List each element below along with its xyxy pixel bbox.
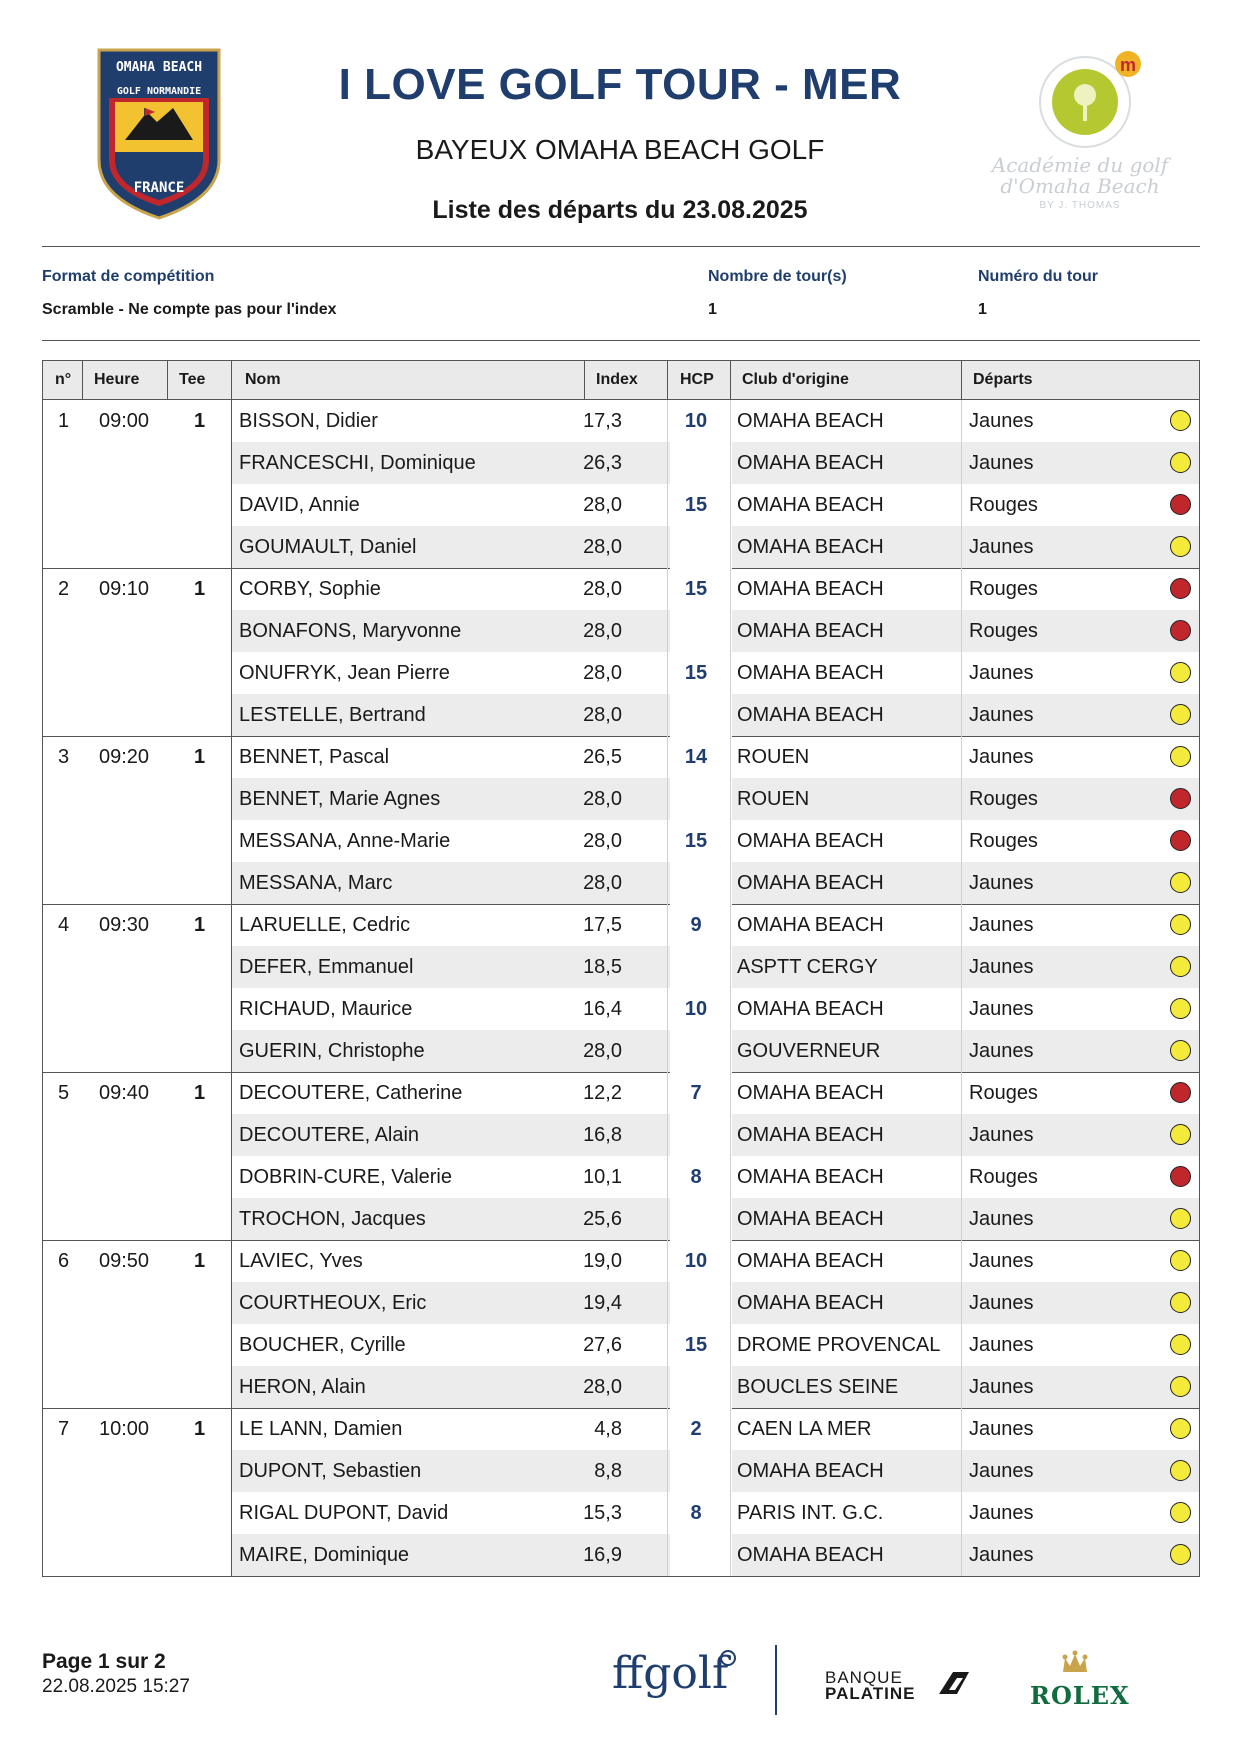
player-name: DECOUTERE, Alain bbox=[239, 1124, 420, 1146]
group-number: 1 bbox=[58, 410, 70, 432]
player-index: 28,0 bbox=[583, 1376, 622, 1398]
table-row bbox=[43, 736, 1199, 778]
player-club: ASPTT CERGY bbox=[737, 956, 878, 978]
tee-time-group bbox=[42, 400, 1200, 569]
red-tee-marker-icon bbox=[1170, 494, 1191, 515]
player-tees: Jaunes bbox=[969, 872, 1034, 894]
player-club: OMAHA BEACH bbox=[737, 662, 884, 684]
team-hcp: 7 bbox=[690, 1082, 702, 1104]
tee-number: 1 bbox=[194, 578, 206, 600]
table-row bbox=[43, 1408, 1199, 1450]
player-club: PARIS INT. G.C. bbox=[737, 1502, 884, 1524]
page-title: I LOVE GOLF TOUR - MER bbox=[338, 60, 902, 109]
player-index: 25,6 bbox=[583, 1208, 622, 1230]
banque-palatine-logo-mark bbox=[935, 1668, 971, 1703]
team-hcp: 15 bbox=[684, 1334, 708, 1356]
team-hcp: 8 bbox=[690, 1502, 702, 1524]
start-list-date: Liste des départs du 23.08.2025 bbox=[432, 196, 808, 224]
player-club: ROUEN bbox=[737, 746, 810, 768]
player-index: 28,0 bbox=[583, 872, 622, 894]
banque-palatine-line-1: BANQUE bbox=[825, 1668, 903, 1687]
player-tees: Jaunes bbox=[969, 914, 1034, 936]
tee-time: 09:20 bbox=[99, 746, 150, 768]
player-index: 10,1 bbox=[583, 1166, 622, 1188]
player-tees: Jaunes bbox=[969, 1208, 1034, 1230]
player-index: 28,0 bbox=[583, 830, 622, 852]
group-number: 5 bbox=[58, 1082, 70, 1104]
player-tees: Jaunes bbox=[969, 536, 1034, 558]
player-index: 28,0 bbox=[583, 1040, 622, 1062]
player-index: 28,0 bbox=[583, 536, 622, 558]
player-name: RIGAL DUPONT, David bbox=[239, 1502, 449, 1524]
player-name: DUPONT, Sebastien bbox=[239, 1460, 422, 1482]
player-name: TROCHON, Jacques bbox=[239, 1208, 426, 1230]
player-index: 27,6 bbox=[583, 1334, 622, 1356]
player-club: OMAHA BEACH bbox=[737, 536, 884, 558]
player-tees: Jaunes bbox=[969, 998, 1034, 1020]
tee-number: 1 bbox=[194, 410, 206, 432]
player-tees: Rouges bbox=[969, 578, 1038, 600]
format-label: Format de compétition bbox=[42, 268, 215, 285]
col-header-number: n° bbox=[55, 371, 72, 388]
player-club: OMAHA BEACH bbox=[737, 452, 884, 474]
table-row bbox=[43, 1324, 1199, 1366]
player-club: OMAHA BEACH bbox=[737, 410, 884, 432]
group-number: 2 bbox=[58, 578, 70, 600]
crest-line-3: FRANCE bbox=[133, 180, 185, 196]
group-number: 6 bbox=[58, 1250, 70, 1272]
team-hcp: 9 bbox=[690, 914, 702, 936]
table-row bbox=[43, 1492, 1199, 1534]
yellow-tee-marker-icon bbox=[1170, 1292, 1191, 1313]
red-tee-marker-icon bbox=[1170, 620, 1191, 641]
player-tees: Jaunes bbox=[969, 1460, 1034, 1482]
format-value: Scramble - Ne compte pas pour l'index bbox=[42, 301, 337, 318]
player-index: 26,5 bbox=[583, 746, 622, 768]
player-club: DROME PROVENCAL bbox=[737, 1334, 941, 1356]
player-name: DOBRIN-CURE, Valerie bbox=[239, 1166, 452, 1188]
table-row bbox=[43, 1240, 1199, 1282]
player-name: CORBY, Sophie bbox=[239, 578, 381, 600]
table-row bbox=[43, 1198, 1199, 1240]
player-tees: Rouges bbox=[969, 1166, 1038, 1188]
tee-time-group bbox=[42, 1408, 1200, 1577]
player-index: 28,0 bbox=[583, 578, 622, 600]
col-header-index: Index bbox=[596, 371, 638, 388]
player-index: 17,5 bbox=[583, 914, 622, 936]
player-club: OMAHA BEACH bbox=[737, 830, 884, 852]
yellow-tee-marker-icon bbox=[1170, 1124, 1191, 1145]
banque-palatine-line-2: PALATINE bbox=[825, 1684, 916, 1703]
player-index: 18,5 bbox=[583, 956, 622, 978]
yellow-tee-marker-icon bbox=[1170, 1334, 1191, 1355]
tee-number: 1 bbox=[194, 746, 206, 768]
red-tee-marker-icon bbox=[1170, 1082, 1191, 1103]
player-tees: Jaunes bbox=[969, 1502, 1034, 1524]
table-row bbox=[43, 400, 1199, 442]
table-row bbox=[43, 526, 1199, 568]
tee-time-group bbox=[42, 736, 1200, 905]
academy-name-line-2: d'Omaha Beach bbox=[1000, 174, 1160, 198]
tee-time-group bbox=[42, 568, 1200, 737]
table-row bbox=[43, 1114, 1199, 1156]
player-tees: Rouges bbox=[969, 830, 1038, 852]
page-number: Page 1 sur 2 bbox=[42, 1650, 166, 1673]
academy-name-line-1: Académie du golf bbox=[991, 153, 1169, 177]
round-number-value: 1 bbox=[978, 301, 987, 318]
yellow-tee-marker-icon bbox=[1170, 1376, 1191, 1397]
player-tees: Jaunes bbox=[969, 1376, 1034, 1398]
player-tees: Jaunes bbox=[969, 704, 1034, 726]
player-name: BENNET, Pascal bbox=[239, 746, 390, 768]
ffgolf-registered-icon bbox=[720, 1650, 736, 1666]
table-header bbox=[42, 360, 1200, 400]
table-row bbox=[43, 442, 1199, 484]
table-row bbox=[43, 778, 1199, 820]
tee-time: 09:50 bbox=[99, 1250, 150, 1272]
player-tees: Jaunes bbox=[969, 1124, 1034, 1146]
player-club: BOUCLES SEINE bbox=[737, 1376, 899, 1398]
player-club: OMAHA BEACH bbox=[737, 1250, 884, 1272]
col-header-tees: Départs bbox=[973, 371, 1033, 388]
yellow-tee-marker-icon bbox=[1170, 1250, 1191, 1271]
tee-time-group bbox=[42, 1240, 1200, 1409]
player-name: HERON, Alain bbox=[239, 1376, 366, 1398]
group-number: 3 bbox=[58, 746, 70, 768]
yellow-tee-marker-icon bbox=[1170, 1040, 1191, 1061]
yellow-tee-marker-icon bbox=[1170, 1544, 1191, 1565]
table-row bbox=[43, 820, 1199, 862]
player-tees: Jaunes bbox=[969, 410, 1034, 432]
player-tees: Jaunes bbox=[969, 1418, 1034, 1440]
player-tees: Rouges bbox=[969, 1082, 1038, 1104]
team-hcp: 10 bbox=[684, 1250, 708, 1272]
yellow-tee-marker-icon bbox=[1170, 1460, 1191, 1481]
player-tees: Jaunes bbox=[969, 452, 1034, 474]
red-tee-marker-icon bbox=[1170, 578, 1191, 599]
table-row bbox=[43, 694, 1199, 736]
player-index: 16,8 bbox=[583, 1124, 622, 1146]
rolex-crown-icon bbox=[1060, 1650, 1090, 1681]
player-club: OMAHA BEACH bbox=[737, 872, 884, 894]
player-name: DEFER, Emmanuel bbox=[239, 956, 414, 978]
yellow-tee-marker-icon bbox=[1170, 1208, 1191, 1229]
yellow-tee-marker-icon bbox=[1170, 872, 1191, 893]
player-name: RICHAUD, Maurice bbox=[239, 998, 413, 1020]
crest-line-1: OMAHA BEACH bbox=[115, 60, 203, 75]
col-header-time: Heure bbox=[94, 371, 140, 388]
player-tees: Jaunes bbox=[969, 1250, 1034, 1272]
player-tees: Jaunes bbox=[969, 956, 1034, 978]
table-row bbox=[43, 652, 1199, 694]
round-number-label: Numéro du tour bbox=[978, 268, 1098, 285]
team-hcp: 15 bbox=[684, 830, 708, 852]
team-hcp: 15 bbox=[684, 662, 708, 684]
player-name: LAVIEC, Yves bbox=[239, 1250, 363, 1272]
table-row bbox=[43, 610, 1199, 652]
player-index: 8,8 bbox=[594, 1460, 622, 1482]
player-club: OMAHA BEACH bbox=[737, 1292, 884, 1314]
player-name: GOUMAULT, Daniel bbox=[239, 536, 417, 558]
player-tees: Jaunes bbox=[969, 662, 1034, 684]
team-hcp: 2 bbox=[690, 1418, 702, 1440]
tee-time: 09:10 bbox=[99, 578, 150, 600]
team-hcp: 8 bbox=[690, 1166, 702, 1188]
player-index: 26,3 bbox=[583, 452, 622, 474]
group-number: 7 bbox=[58, 1418, 70, 1440]
yellow-tee-marker-icon bbox=[1170, 746, 1191, 767]
player-club: OMAHA BEACH bbox=[737, 998, 884, 1020]
yellow-tee-marker-icon bbox=[1170, 662, 1191, 683]
col-header-hcp: HCP bbox=[680, 371, 714, 388]
player-name: MESSANA, Anne-Marie bbox=[239, 830, 451, 852]
yellow-tee-marker-icon bbox=[1170, 1418, 1191, 1439]
table-row bbox=[43, 1282, 1199, 1324]
player-club: OMAHA BEACH bbox=[737, 1124, 884, 1146]
team-hcp: 10 bbox=[684, 998, 708, 1020]
player-name: LESTELLE, Bertrand bbox=[239, 704, 426, 726]
red-tee-marker-icon bbox=[1170, 830, 1191, 851]
player-index: 28,0 bbox=[583, 788, 622, 810]
player-tees: Jaunes bbox=[969, 1040, 1034, 1062]
player-index: 28,0 bbox=[583, 662, 622, 684]
player-club: OMAHA BEACH bbox=[737, 620, 884, 642]
player-name: DAVID, Annie bbox=[239, 494, 360, 516]
team-hcp: 15 bbox=[684, 578, 708, 600]
print-timestamp: 22.08.2025 15:27 bbox=[42, 1676, 190, 1697]
player-name: LARUELLE, Cedric bbox=[239, 914, 411, 936]
player-name: DECOUTERE, Catherine bbox=[239, 1082, 463, 1104]
player-tees: Jaunes bbox=[969, 1292, 1034, 1314]
player-club: OMAHA BEACH bbox=[737, 578, 884, 600]
player-club: OMAHA BEACH bbox=[737, 1544, 884, 1566]
player-club: GOUVERNEUR bbox=[737, 1040, 881, 1062]
player-name: BISSON, Didier bbox=[239, 410, 378, 432]
rolex-logo: ROLEX bbox=[1030, 1681, 1130, 1710]
player-name: GUERIN, Christophe bbox=[239, 1040, 425, 1062]
footer-divider bbox=[775, 1645, 777, 1715]
red-tee-marker-icon bbox=[1170, 1166, 1191, 1187]
player-name: COURTHEOUX, Eric bbox=[239, 1292, 427, 1314]
table-row bbox=[43, 1366, 1199, 1408]
player-index: 19,0 bbox=[583, 1250, 622, 1272]
player-club: OMAHA BEACH bbox=[737, 1208, 884, 1230]
course-name: BAYEUX OMAHA BEACH GOLF bbox=[415, 134, 825, 165]
table-row bbox=[43, 988, 1199, 1030]
player-index: 28,0 bbox=[583, 494, 622, 516]
player-name: ONUFRYK, Jean Pierre bbox=[239, 662, 450, 684]
tee-time-group bbox=[42, 904, 1200, 1073]
yellow-tee-marker-icon bbox=[1170, 536, 1191, 557]
ffgolf-logo: ffgolf bbox=[612, 1648, 729, 1699]
info-divider bbox=[42, 340, 1200, 341]
table-row bbox=[43, 568, 1199, 610]
yellow-tee-marker-icon bbox=[1170, 914, 1191, 935]
player-club: OMAHA BEACH bbox=[737, 704, 884, 726]
table-row bbox=[43, 904, 1199, 946]
rounds-label: Nombre de tour(s) bbox=[708, 268, 847, 285]
player-index: 28,0 bbox=[583, 704, 622, 726]
player-index: 16,4 bbox=[583, 998, 622, 1020]
table-row bbox=[43, 946, 1199, 988]
col-header-name: Nom bbox=[245, 371, 281, 388]
group-number: 4 bbox=[58, 914, 70, 936]
player-name: MESSANA, Marc bbox=[239, 872, 393, 894]
header-divider bbox=[42, 246, 1200, 247]
yellow-tee-marker-icon bbox=[1170, 410, 1191, 431]
player-club: OMAHA BEACH bbox=[737, 1166, 884, 1188]
player-name: BENNET, Marie Agnes bbox=[239, 788, 441, 810]
player-tees: Rouges bbox=[969, 620, 1038, 642]
yellow-tee-marker-icon bbox=[1170, 956, 1191, 977]
player-club: CAEN LA MER bbox=[737, 1418, 872, 1440]
player-club: ROUEN bbox=[737, 788, 810, 810]
table-row bbox=[43, 1534, 1199, 1576]
player-index: 28,0 bbox=[583, 620, 622, 642]
player-index: 17,3 bbox=[583, 410, 622, 432]
player-tees: Jaunes bbox=[969, 1544, 1034, 1566]
player-name: BONAFONS, Maryvonne bbox=[239, 620, 462, 642]
svg-text:m: m bbox=[1119, 55, 1137, 75]
table-row bbox=[43, 862, 1199, 904]
team-hcp: 10 bbox=[684, 410, 708, 432]
table-row bbox=[43, 1072, 1199, 1114]
col-header-tee: Tee bbox=[179, 371, 206, 388]
player-club: OMAHA BEACH bbox=[737, 494, 884, 516]
player-index: 12,2 bbox=[583, 1082, 622, 1104]
player-club: OMAHA BEACH bbox=[737, 1082, 884, 1104]
table-row bbox=[43, 1156, 1199, 1198]
academy-logo bbox=[995, 45, 1165, 225]
tee-number: 1 bbox=[194, 914, 206, 936]
player-index: 19,4 bbox=[583, 1292, 622, 1314]
tee-time: 09:00 bbox=[99, 410, 150, 432]
player-name: LE LANN, Damien bbox=[239, 1418, 403, 1440]
yellow-tee-marker-icon bbox=[1170, 704, 1191, 725]
tee-time: 09:40 bbox=[99, 1082, 150, 1104]
player-index: 15,3 bbox=[583, 1502, 622, 1524]
academy-by-line: BY J. THOMAS bbox=[1039, 200, 1121, 211]
player-tees: Rouges bbox=[969, 788, 1038, 810]
team-hcp: 14 bbox=[684, 746, 708, 768]
player-name: BOUCHER, Cyrille bbox=[239, 1334, 406, 1356]
rounds-value: 1 bbox=[708, 301, 717, 318]
tee-number: 1 bbox=[194, 1418, 206, 1440]
tee-time-group bbox=[42, 1072, 1200, 1241]
tee-time: 10:00 bbox=[99, 1418, 150, 1440]
table-row bbox=[43, 1030, 1199, 1072]
player-name: MAIRE, Dominique bbox=[239, 1544, 410, 1566]
player-name: FRANCESCHI, Dominique bbox=[239, 452, 476, 474]
player-club: OMAHA BEACH bbox=[737, 914, 884, 936]
team-hcp: 15 bbox=[684, 494, 708, 516]
player-tees: Jaunes bbox=[969, 746, 1034, 768]
table-row bbox=[43, 484, 1199, 526]
yellow-tee-marker-icon bbox=[1170, 998, 1191, 1019]
tee-number: 1 bbox=[194, 1082, 206, 1104]
player-index: 16,9 bbox=[583, 1544, 622, 1566]
crest-line-2: GOLF NORMANDIE bbox=[116, 86, 202, 97]
player-tees: Jaunes bbox=[969, 1334, 1034, 1356]
player-club: OMAHA BEACH bbox=[737, 1460, 884, 1482]
yellow-tee-marker-icon bbox=[1170, 452, 1191, 473]
table-row bbox=[43, 1450, 1199, 1492]
col-header-club: Club d'origine bbox=[742, 371, 849, 388]
red-tee-marker-icon bbox=[1170, 788, 1191, 809]
yellow-tee-marker-icon bbox=[1170, 1502, 1191, 1523]
player-index: 4,8 bbox=[594, 1418, 622, 1440]
player-tees: Rouges bbox=[969, 494, 1038, 516]
tee-number: 1 bbox=[194, 1250, 206, 1272]
tee-time: 09:30 bbox=[99, 914, 150, 936]
